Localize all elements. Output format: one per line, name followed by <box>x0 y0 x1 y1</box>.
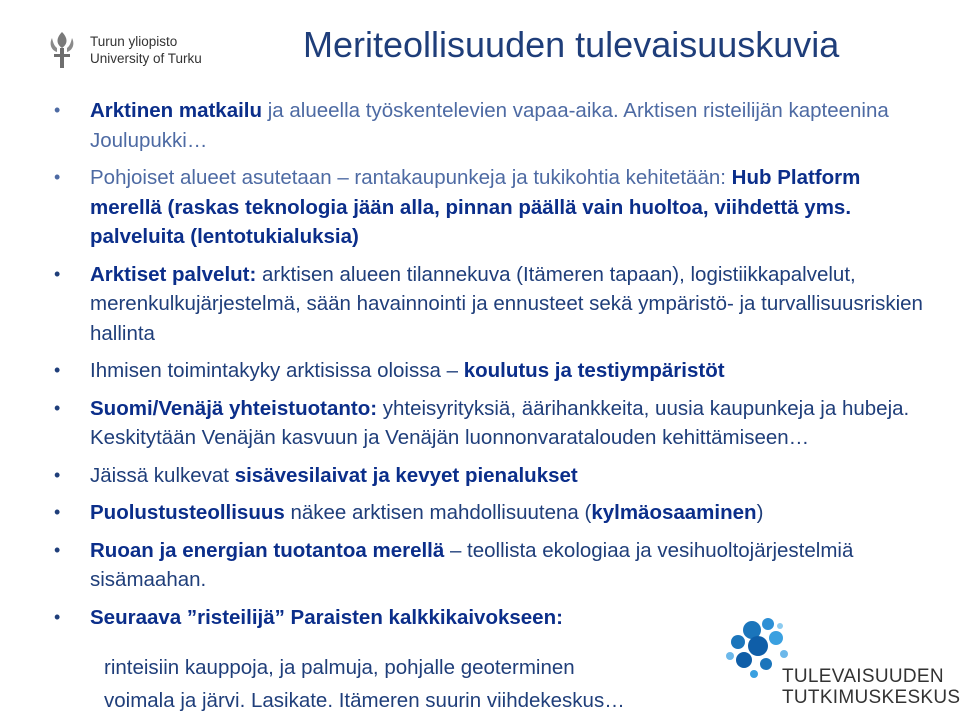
bullet-bold-text: Arktinen matkailu <box>90 99 263 122</box>
futures-centre-name-line1: TULEVAISUUDEN <box>782 666 944 687</box>
bullet-dot-icon: • <box>54 360 61 380</box>
torch-emblem-icon <box>44 30 80 70</box>
bullet-bold-text: Suomi/Venäjä yhteistuotanto: <box>90 396 378 420</box>
bullet-dot-icon: • <box>54 167 61 187</box>
bullet-dot-icon: • <box>54 464 61 485</box>
university-name-en: University of Turku <box>90 51 202 66</box>
bullet-text: Jäissä kulkevat <box>90 463 235 487</box>
bullet-dot-icon: • <box>54 263 61 284</box>
bullet-bold-text: Ruoan ja energian tuotantoa merellä <box>90 538 445 562</box>
bullet-bold-text: Arktiset palvelut: <box>90 262 257 286</box>
bullet-item <box>54 394 934 453</box>
bullet-text: ) <box>756 501 764 524</box>
bullet-bold-text: koulutus ja testiympäristöt <box>463 359 725 382</box>
bullet-text: – teollista ekologiaa ja vesihuoltojärjestelmiä sisämaahan. <box>90 538 854 591</box>
continuation-line: rinteisiin kauppoja, ja palmuja, pohjalle geoterminen <box>104 656 575 679</box>
bullet-bold-text: Hub Platform merellä (raskas teknologia jään alla, pinnan päällä vain huoltoa, viihdettä yms. palveluita (lentotukialuksia) <box>90 166 861 248</box>
bullet-bold-text: kylmäosaaminen <box>591 501 757 524</box>
bullet-dot-icon: • <box>54 606 61 627</box>
bullet-text: ja alueella työskentelevien vapaa-aika. Arktisen risteilijän kapteenina Joulupukki… <box>90 99 889 152</box>
bullet-text: Ihmisen toimintakyky arktisissa oloissa – <box>90 359 464 382</box>
bullet-item <box>54 498 934 528</box>
bullet-text: yhteisyrityksiä, äärihankkeita, uusia kaupunkeja ja hubeja. Keskitytään Venäjän kasvuun ja Venäjän luonnonvaratalouden kehittämiseen… <box>90 396 910 449</box>
continuation-line: voimala ja järvi. Lasikate. Itämeren suurin viihdekeskus… <box>104 689 625 712</box>
futures-centre-name-line2: TUTKIMUSKESKUS <box>782 687 960 708</box>
bullet-list <box>54 96 934 640</box>
bullet-text: arktisen alueen tilannekuva (Itämeren tapaan), logistiikkapalvelut, merenkulkujärjestelmä, sään havainnointi ja ennusteet sekä ympäristö- ja turvallisuusriskien hallinta <box>90 262 923 345</box>
bullet-dot-icon: • <box>54 397 61 418</box>
bullet-item <box>54 96 934 155</box>
bullet-text: Pohjoiset alueet asutetaan – rantakaupunkeja ja tukikohtia kehitetään: <box>90 166 732 189</box>
bullet-item <box>54 461 934 491</box>
bullet-item <box>54 260 934 349</box>
bullet-dot-icon: • <box>54 539 61 560</box>
bullet-dot-icon: • <box>54 100 61 120</box>
bullet-bold-text: Puolustusteollisuus <box>90 501 285 524</box>
bullet-dot-icon: • <box>54 502 61 522</box>
bullet-item <box>54 356 934 386</box>
continuation-text <box>104 651 625 717</box>
bullet-bold-text: Seuraava ”risteilijä” Paraisten kalkkikaivokseen: <box>90 605 563 629</box>
bullet-item <box>54 163 934 252</box>
bullet-text: näkee arktisen mahdollisuutena ( <box>284 501 592 524</box>
bullet-item <box>54 536 934 595</box>
university-name-fi: Turun yliopisto <box>90 34 178 49</box>
bullet-bold-text: sisävesilaivat ja kevyet pienalukset <box>234 463 578 487</box>
slide-title: Meriteollisuuden tulevaisuuskuvia <box>303 24 840 65</box>
university-logo <box>44 30 214 70</box>
futures-research-centre-logo <box>716 616 960 716</box>
